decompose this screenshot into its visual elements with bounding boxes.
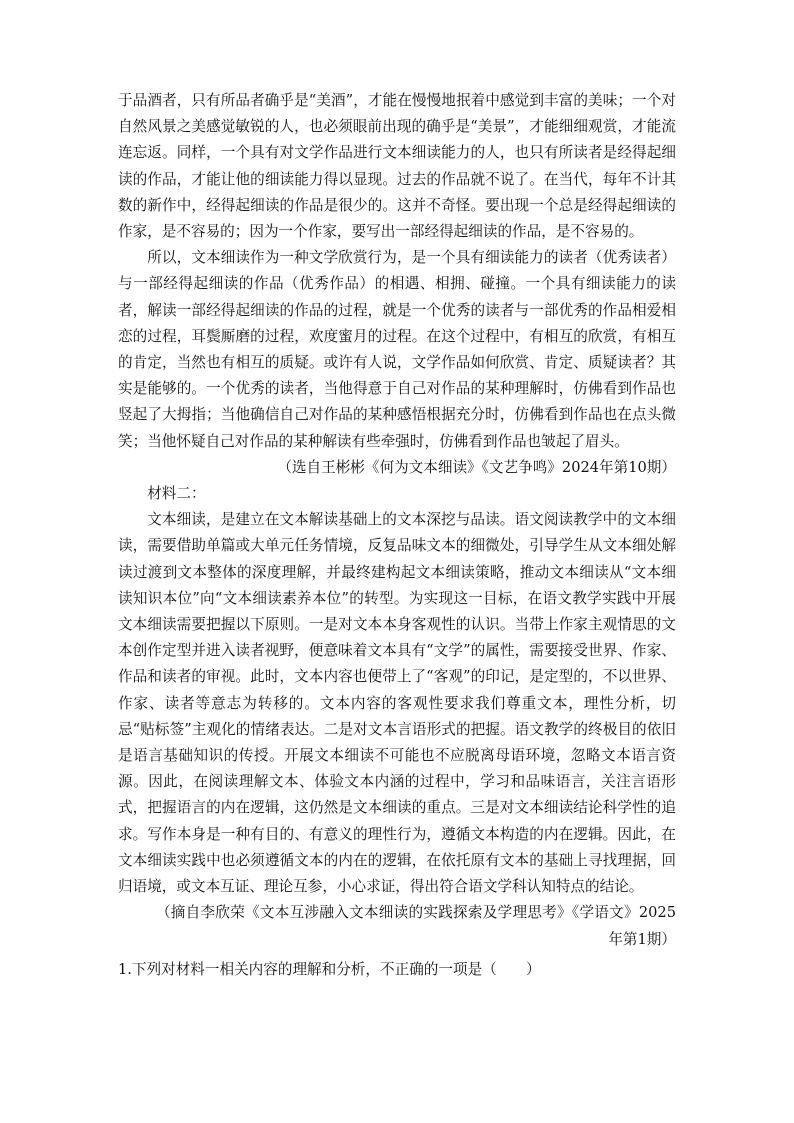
material-two-paragraph: 文本细读，是建立在文本解读基础上的文本深挖与品读。语文阅读教学中的文本细读，需要借助单篇或大单元任务情境，反复品味文本的细微处，引导学生从文本细处解读过渡到文本整体的深度理解，并最终建构起文本细读策略，推动文本细读从“文本细读知识本位”向“文本细读素养本位”的转型。为实现这一目标，在语文教学实践中开展文本细读需要把握以下原则。一是对文本本身客观性的认识。当带上作家主观情思的文本创作定型并进入读者视野，便意味着文本具有“文学”的属性，需要接受世界、作家、作品和读者的审视。此时，文本内容也便带上了“客观”的印记，是定型的，不以世界、作家、读者等意志为转移的。文本内容的客观性要求我们尊重文本，理性分析，切忌“贴标签”主观化的情绪表达。二是对文本言语形式的把握。语文教学的终极目的依旧是语言基础知识的传授。开展文本细读不可能也不应脱离母语环境，忽略文本语言资源。因此，在阅读理解文本、体验文本内涵的过程中，学习和品味语言，关注言语形式，把握语言的内在逻辑，这仍然是文本细读的重点。三是对文本细读结论科学性的追求。写作本身是一种有目的、有意义的理性行为，遵循文本构造的内在逻辑。因此，在文本细读实践中也必须遵循文本的内在的逻辑，在依托原有文本的基础上寻找理据，回归语境，或文本互证、理论互参，小心求证，得出符合语文学科认知特点的结论。 xyxy=(118,511,676,896)
material-one-source: （选自王彬彬《何为文本细读》《文艺争鸣》2024年第10期） xyxy=(277,458,676,476)
material-one-paragraph-2: 所以，文本细读作为一种文学欣赏行为，是一个具有细读能力的读者（优秀读者）与一部经得起细读的作品（优秀作品）的相遇、相拥、碰撞。一个具有细读能力的读者，解读一部经得起细读的作品的过程，就是一个优秀的读者与一部优秀的作品相爱相恋的过程，耳鬓厮磨的过程，欢度蜜月的过程。在这个过程中，有相互的欣赏，有相互的肯定，当然也有相互的质疑。或许有人说，文学作品如何欣赏、肯定、质疑读者？其实是能够的。一个优秀的读者，当他得意于自己对作品的某种理解时，仿佛看到作品也竖起了大拇指；当他确信自己对作品的某种感悟根据充分时，仿佛看到作品也在点头微笑；当他怀疑自己对作品的某种解读有些牵强时，仿佛看到作品也皱起了眉头。 xyxy=(118,249,676,450)
material-two-source: （摘自李欣荣《文本互涉融入文本细读的实践探索及学理思考》《学语文》2025年第1期） xyxy=(155,904,676,948)
material-two-heading: 材料二： xyxy=(147,485,206,503)
material-one-paragraph-1: 于品酒者，只有所品者确乎是“美酒”，才能在慢慢地抿着中感觉到丰富的美味；一个对自然风景之美感觉敏锐的人，也必须眼前出现的确乎是“美景”，才能细细观赏，才能流连忘返。同样，一个具有对文学作品进行文本细读能力的人，也只有所读者是经得起细读的作品，才能让他的细读能力得以显现。过去的作品就不说了。在当代，每年不计其数的新作中，经得起细读的作品是很少的。这并不奇怪。要出现一个总是经得起细读的作家，是不容易的；因为一个作家，要写出一部经得起细读的作品，是不容易的。 xyxy=(118,92,676,241)
question-1: 1.下列对材料一相关内容的理解和分析，不正确的一项是（ ） xyxy=(118,960,541,978)
document-page xyxy=(118,88,676,983)
